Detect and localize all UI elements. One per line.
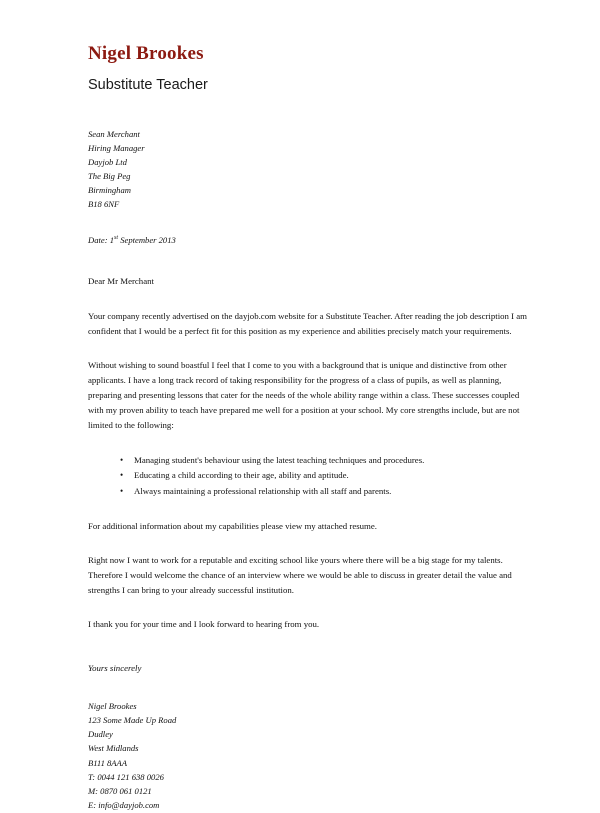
signature-line: Dudley (88, 729, 113, 740)
address-line: Sean Merchant (88, 129, 140, 140)
job-title: Substitute Teacher (88, 76, 208, 93)
address-line: Hiring Manager (88, 143, 145, 154)
list-item: • Always maintaining a professional relationship with all staff and parents. (134, 484, 538, 500)
salutation: Dear Mr Merchant (88, 275, 154, 286)
date-label: Date: (88, 234, 108, 245)
address-line: Dayjob Ltd (88, 157, 127, 168)
list-item: • Educating a child according to their age, ability and aptitude. (134, 468, 538, 484)
address-line: Birmingham (88, 184, 131, 195)
strengths-list (88, 453, 538, 500)
page-title: Nigel Brookes (88, 43, 204, 64)
signature-line: E: info@dayjob.com (88, 800, 160, 811)
body-paragraph: Your company recently advertised on the dayjob.com website for a Substitute Teacher. After reading the job description I am confident that I would be a perfect fit for this position as my experience and abilities precisely match your requirements. (88, 310, 528, 336)
signature-line: Nigel Brookes (88, 700, 137, 711)
body-paragraph: For additional information about my capabilities please view my attached resume. (88, 520, 377, 531)
date-day: 1 (109, 234, 115, 245)
signoff: Yours sincerely (88, 662, 142, 673)
date-line (88, 234, 538, 248)
address-line: The Big Peg (88, 171, 131, 182)
signature-block (88, 699, 538, 813)
address-line: B18 6NF (88, 198, 120, 209)
body-paragraph: Right now I want to work for a reputable and exciting school like yours where there will be a big stage for my talents. Therefore I would welcome the chance of an interview where we would be able to discuss in greater detail the value and strengths I can bring to your already successful institution. (88, 555, 512, 596)
date-ordinal: st (114, 234, 119, 241)
signature-line: 123 Some Made Up Road (88, 714, 177, 725)
signature-line: M: 0870 061 0121 (88, 786, 152, 797)
body-paragraph: Without wishing to sound boastful I feel that I come to you with a background that is unique and distinctive from other applicants. I have a long track record of taking responsibility for the progress of a class of pupils, as well as planning, preparing and presenting lessons that cater for the needs of the whole ability range within a class. These successes coupled with my proven ability to teach have prepared me well for a position at your school. My core strengths include, but are not limited to the following: (88, 359, 520, 431)
list-item: • Managing student's behaviour using the latest teaching techniques and procedures. (134, 453, 538, 469)
date-rest: September 2013 (120, 234, 176, 245)
signature-line: B111 8AAA (88, 757, 128, 768)
body-paragraph: I thank you for your time and I look forward to hearing from you. (88, 619, 320, 630)
recipient-address (88, 128, 538, 212)
signature-line: West Midlands (88, 743, 139, 754)
signature-line: T: 0044 121 638 0026 (88, 771, 164, 782)
